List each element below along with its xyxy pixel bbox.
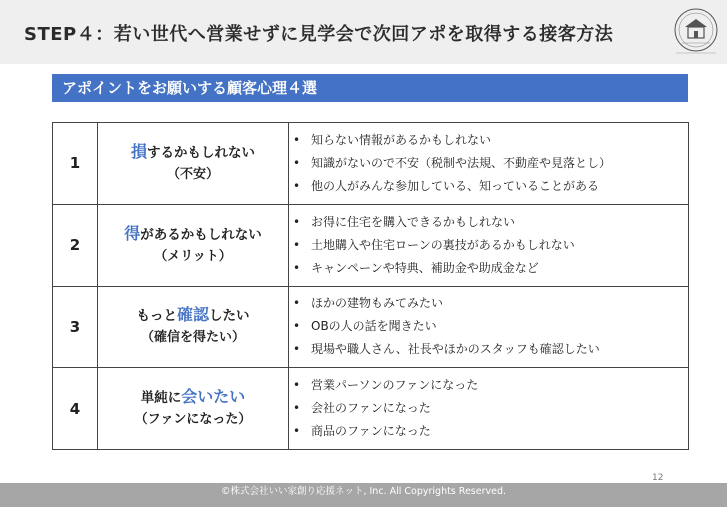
label-prefix: 単純に xyxy=(140,390,182,407)
list-item: • 会社のファンになった xyxy=(289,397,688,420)
label-text: したい xyxy=(209,308,250,325)
list-item: • 現場や職人さん、社長やほかのスタッフも確認したい xyxy=(289,338,688,361)
slide-title: STEP４：若い世代へ営業せずに見学会で次回アポを取得する接客方法 xyxy=(24,24,614,45)
label-highlight: 損 xyxy=(130,141,147,161)
list-item: • 知らない情報があるかもしれない xyxy=(289,129,688,152)
page-number: 12 xyxy=(652,473,664,483)
row-label xyxy=(98,204,289,286)
row-label xyxy=(98,368,289,450)
table-row xyxy=(53,368,689,450)
table-row xyxy=(53,204,689,286)
slide-header xyxy=(0,0,727,64)
list-item: • 知識がないので不安（税制や法規、不動産や見落とし） xyxy=(289,152,688,175)
row-label xyxy=(98,286,289,368)
list-item: • 他の人がみんな参加している、知っていることがある xyxy=(289,175,688,198)
row-number: 3 xyxy=(53,286,98,368)
house-graduation-cap-logo-icon xyxy=(672,6,720,58)
list-item: • 商品のファンになった xyxy=(289,420,688,443)
list-item: • 営業パーソンのファンになった xyxy=(289,374,688,397)
table-row xyxy=(53,123,689,205)
label-highlight: 得 xyxy=(124,223,141,243)
copyright-footer: ©株式会社いい家創り応援ネット, Inc. All Copyrights Reserved. xyxy=(0,483,727,507)
list-item: • お得に住宅を購入できるかもしれない xyxy=(289,211,688,234)
list-item: • OBの人の話を聞きたい xyxy=(289,315,688,338)
section-heading: アポイントをお願いする顧客心理４選 xyxy=(52,74,688,102)
row-items xyxy=(289,123,689,205)
label-highlight: 会いたい xyxy=(181,387,246,407)
list-item: • キャンペーンや特典、補助金や助成金など xyxy=(289,257,688,280)
list-item: • ほかの建物もみてみたい xyxy=(289,292,688,315)
label-text: するかもしれない xyxy=(147,144,255,161)
row-label xyxy=(98,123,289,205)
row-number: 4 xyxy=(53,368,98,450)
row-number: 1 xyxy=(53,123,98,205)
label-prefix: もっと xyxy=(136,308,177,325)
table-row xyxy=(53,286,689,368)
label-highlight: 確認 xyxy=(176,305,209,325)
label-sub: （不安） xyxy=(166,166,219,182)
label-sub: （ファンになった） xyxy=(134,412,252,428)
customer-psychology-table xyxy=(52,122,689,450)
row-number: 2 xyxy=(53,204,98,286)
row-items xyxy=(289,286,689,368)
list-item: • 土地購入や住宅ローンの裏技があるかもしれない xyxy=(289,234,688,257)
row-items xyxy=(289,368,689,450)
label-sub: （メリット） xyxy=(154,248,232,264)
label-text: があるかもしれない xyxy=(140,226,262,243)
row-items xyxy=(289,204,689,286)
label-sub: （確信を得たい） xyxy=(140,330,245,346)
